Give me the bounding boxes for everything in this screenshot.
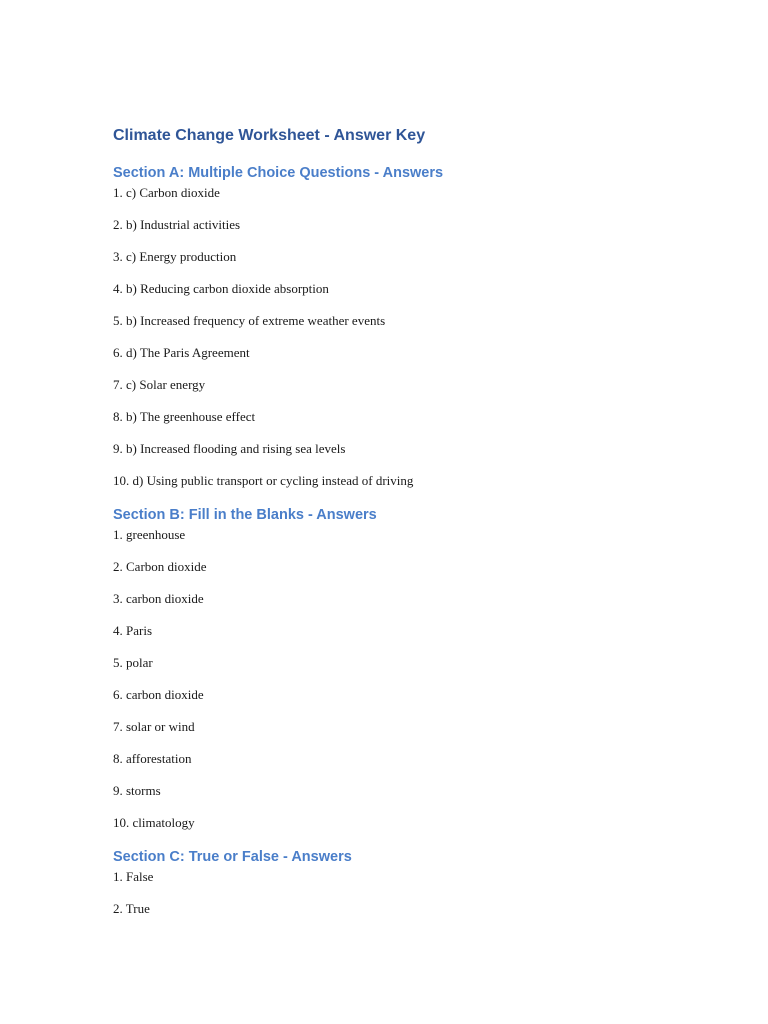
section-a [113,162,713,490]
section-c-heading: Section C: True or False - Answers [113,849,352,865]
document-title: Climate Change Worksheet - Answer Key [113,127,426,144]
answer-item: 3. c) Energy production [113,249,237,264]
answer-item: 1. greenhouse [113,527,186,542]
section-c [113,846,713,918]
section-b-heading: Section B: Fill in the Blanks - Answers [113,507,377,523]
answer-item: 6. d) The Paris Agreement [113,345,250,360]
answer-item: 2. b) Industrial activities [113,217,241,232]
answer-item: 1. c) Carbon dioxide [113,185,220,200]
section-c-answer-list [113,868,713,918]
answer-item: 7. c) Solar energy [113,377,206,392]
answer-item: 9. storms [113,783,161,798]
answer-item: 2. Carbon dioxide [113,559,207,574]
section-b-answer-list [113,526,713,832]
answer-item: 3. carbon dioxide [113,591,204,606]
section-a-answer-list [113,184,713,490]
section-b [113,504,713,832]
answer-item: 2. True [113,901,150,916]
answer-item: 10. d) Using public transport or cycling instead of driving [113,473,414,488]
answer-item: 5. b) Increased frequency of extreme weather events [113,313,386,328]
answer-item: 1. False [113,869,154,884]
answer-item: 10. climatology [113,815,195,830]
document-page [113,124,713,918]
answer-item: 5. polar [113,655,153,670]
answer-item: 7. solar or wind [113,719,195,734]
answer-item: 8. b) The greenhouse effect [113,409,256,424]
answer-item: 6. carbon dioxide [113,687,204,702]
answer-item: 4. b) Reducing carbon dioxide absorption [113,281,329,296]
answer-item: 8. afforestation [113,751,192,766]
answer-item: 4. Paris [113,623,152,638]
section-a-heading: Section A: Multiple Choice Questions - Answers [113,165,444,181]
answer-item: 9. b) Increased flooding and rising sea levels [113,441,346,456]
